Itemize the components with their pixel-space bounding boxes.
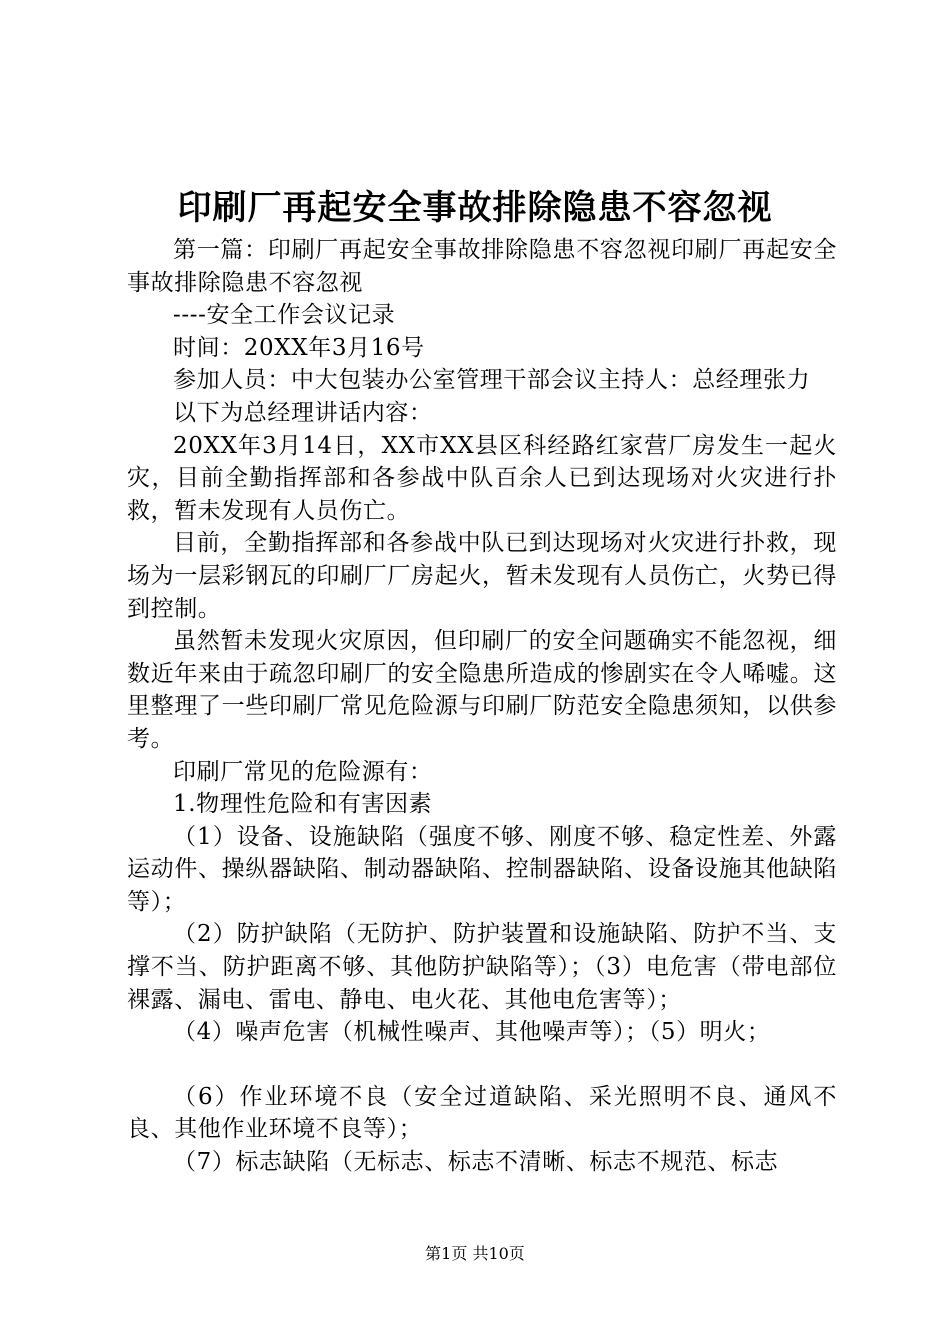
paragraph-safety-concern: 虽然暂未发现火灾原因，但印刷厂的安全问题确实不能忽视，细数近年来由于疏忽印刷厂的安全隐患所造成的惨剧实在令人唏嘘。这里整理了一些印刷厂常见危险源与印刷厂防范安全隐患须知，以供参考。 [127,628,837,752]
paragraph-physical-hazards: 1.物理性危险和有害因素 [173,791,433,818]
paragraph-item-1: （1）设备、设施缺陷（强度不够、刚度不够、稳定性差、外露运动件、操纵器缺陷、制动器缺陷、控制器缺陷、设备设施其他缺陷等）； [127,823,837,915]
paragraph-hazards-heading: 印刷厂常见的危险源有： [173,758,433,785]
paragraph-item-6: （6）作业环境不良（安全过道缺陷、采光照明不良、通风不良、其他作业环境不良等）； [127,1083,837,1143]
paragraph-speech-intro: 以下为总经理讲话内容： [173,399,433,426]
document-body [127,234,837,1179]
paragraph-time: 时间：20XX年3月16号 [173,334,425,361]
paragraph-subtitle: ----安全工作会议记录 [173,302,396,329]
paragraph-item-2-3: （2）防护缺陷（无防护、防护装置和设施缺陷、防护不当、支撑不当、防护距离不够、其他防护缺陷等）；（3）电危害（带电部位裸露、漏电、雷电、静电、电火花、其他电危害等）； [127,921,837,1013]
paragraph-attendees: 参加人员：中大包装办公室管理干部会议主持人：总经理张力 [173,367,811,394]
page-number: 第1页 共10页 [425,1244,525,1263]
document-title: 印刷厂再起安全事故排除隐患不容忽视 [177,188,773,228]
paragraph-item-7: （7）标志缺陷（无标志、标志不清晰、标志不规范、标志 [173,1149,779,1176]
paragraph-incident: 20XX年3月14日，XX市XX县区科经路红家营厂房发生一起火灾，目前全勤指挥部和各参战中队百余人已到达现场对火灾进行扑救，暂未发现有人员伤亡。 [127,432,837,524]
paragraph-intro: 第一篇：印刷厂再起安全事故排除隐患不容忽视印刷厂再起安全事故排除隐患不容忽视 [127,237,837,296]
paragraph-item-4-5: （4）噪声危害（机械性噪声、其他噪声等）；（5）明火； [173,1019,771,1046]
paragraph-current-status: 目前，全勤指挥部和各参战中队已到达现场对火灾进行扑救，现场为一层彩钢瓦的印刷厂厂房起火，暂未发现有人员伤亡，火势已得到控制。 [127,530,837,622]
